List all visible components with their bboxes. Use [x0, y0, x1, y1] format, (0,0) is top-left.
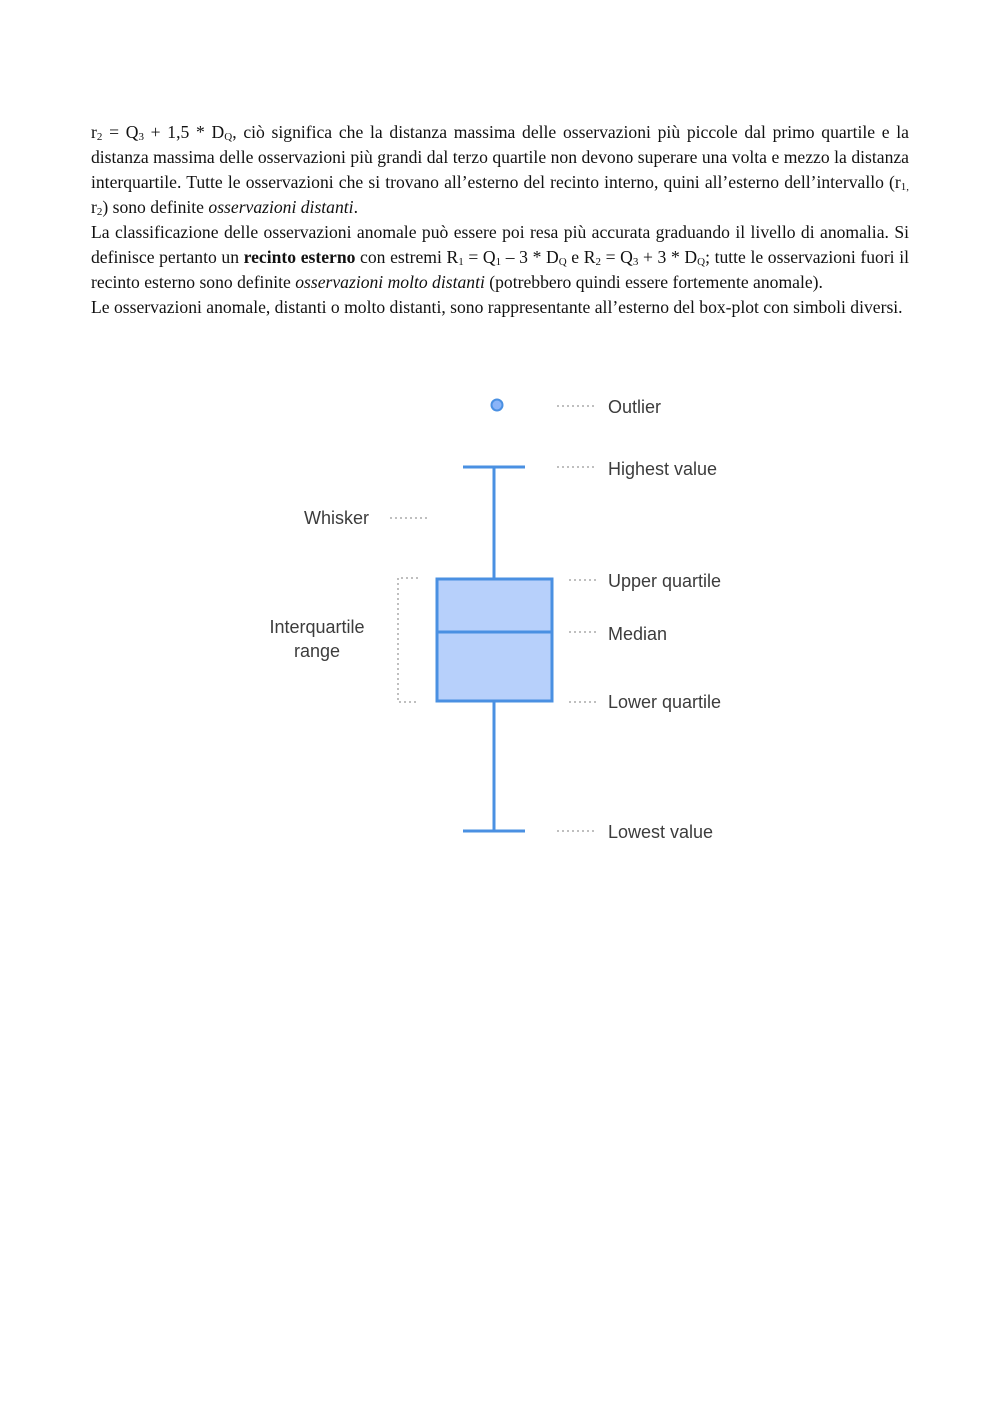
iqr-box [437, 579, 552, 701]
label-highest-value: Highest value [608, 459, 718, 479]
paragraph-3: Le osservazioni anomale, distanti o molto distanti, sono rappresentante all’esterno del box-plot con simboli diversi. [91, 297, 903, 317]
label-upper-quartile: Upper quartile [608, 571, 722, 591]
label-outlier: Outlier [608, 397, 662, 417]
label-lowest-value: Lowest value [608, 822, 714, 842]
term-osservazioni-molto-distanti: osservazioni molto distanti [295, 272, 485, 292]
box-plot-diagram [0, 380, 1000, 860]
paragraph-1: $r_2 = Q_3 + 1,5 * D_Q$, ciò significa che la distanza massima delle osservazioni più piccole dal primo quartile e la distanza massima delle osservazioni più grandi dal terzo quartile non devono superare una volta e mezzo la distanza interquartile. Tutte le osservazioni che si trovano all’esterno del recinto interno, quini all’esterno dell’intervallo ($r_{1,}$ $r_2$) sono definite osservazioni distanti. [91, 122, 909, 218]
label-whisker: Whisker [303, 508, 369, 528]
label-iqr-line1: Interquartile [269, 617, 365, 637]
iqr-bracket [398, 578, 418, 702]
term-osservazioni-distanti: osservazioni distanti [208, 197, 354, 217]
label-iqr-line2: range [293, 641, 341, 661]
paragraph-2: La classificazione delle osservazioni anomale può essere poi resa più accurata graduando il livello di anomalia. Si definisce pertanto un recinto esterno con estremi $R_1 = Q_1 - 3 * D_Q$ e $R_2 = Q_3 + 3 * D_Q$; tutte le osservazioni fuori il recinto esterno sono definite osservazioni molto distanti (potrebbero quindi essere fortemente anomale). [91, 222, 909, 292]
body-text [91, 120, 909, 320]
term-recinto-esterno: recinto esterno [243, 247, 356, 267]
outlier-point [492, 400, 503, 411]
label-lower-quartile: Lower quartile [608, 692, 722, 712]
label-median: Median [608, 624, 668, 644]
